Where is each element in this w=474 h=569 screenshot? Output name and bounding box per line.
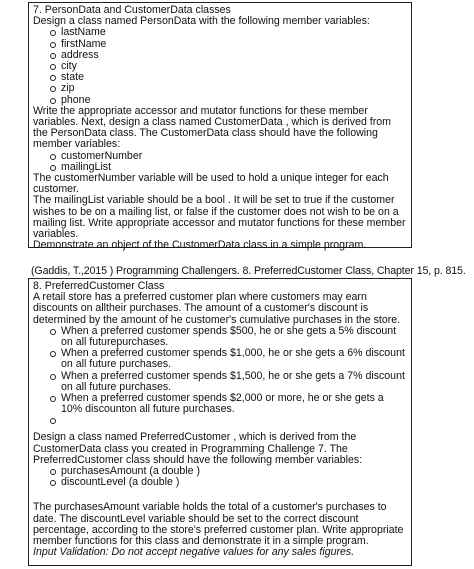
list-item: firstName — [61, 39, 407, 50]
person-vars-list — [33, 27, 407, 105]
list-item: state — [61, 72, 407, 83]
list-item: mailingList — [61, 162, 407, 173]
challenge-7-para-4: Demonstrate an object of the CustomerData class in a simple program. — [33, 239, 367, 252]
challenge-7-box — [28, 2, 412, 252]
challenge-7-heading: 7. PersonData and CustomerData classes — [33, 4, 231, 16]
customer-vars-list — [33, 151, 407, 173]
list-item: city — [61, 61, 407, 72]
challenge-7-intro: Design a class named PersonData with the following member variables: — [33, 15, 370, 28]
list-item: When a preferred customer spends $500, he or she gets a 5% discount on all futurepurchases. — [61, 326, 407, 348]
list-item: zip — [61, 83, 407, 94]
list-item: When a preferred customer spends $1,500, he or she gets a 7% discount on all future purchases. — [61, 371, 407, 393]
preferred-vars-list — [33, 466, 407, 488]
challenge-7-para-2: The customerNumber variable will be used to hold a unique integer for each customer. — [33, 172, 389, 196]
list-item: When a preferred customer spends $2,000 or more, he or she gets a 10% discounton all future purchases. — [61, 393, 407, 415]
list-item: When a preferred customer spends $1,000, he or she gets a 6% discount on all future purchases. — [61, 348, 407, 370]
list-item: customerNumber — [61, 151, 407, 162]
list-item: address — [61, 50, 407, 61]
list-item: phone — [61, 95, 407, 106]
challenge-8-para-2: The purchasesAmount variable holds the total of a customer's purchases to date. The discountLevel variable should be set to the correct discount percentage, according to the store's preferred customer plan. Write appropriate member functions for this class and demonstrate it in a simple program. — [33, 501, 404, 548]
list-item: lastName — [61, 27, 407, 38]
challenge-7-para-1: Write the appropriate accessor and mutator functions for these member variables. Next, design a class named CustomerData , which is derived from the PersonData class. The CustomerData class should have the following member variables: — [33, 104, 391, 151]
challenge-7-para-3: The mailingList variable should be a bool . It will be set to true if the customer wishes to be on a mailing list, or false if the customer does not wish to be on a mailing list. Write appropriate accessor and mutator functions for these member variables. — [33, 194, 406, 241]
citation: (Gaddis, T.,2015 ) Programming Challengers. 8. PreferredCustomer Class, Chapter 15, p. 815. — [31, 265, 466, 277]
list-item: purchasesAmount (a double ) — [61, 466, 407, 477]
discount-list — [33, 326, 407, 427]
list-item: discountLevel (a double ) — [61, 477, 407, 488]
list-item — [61, 415, 407, 426]
challenge-8-para-1: Design a class named PreferredCustomer , which is derived from the CustomerData class you created in Programming Challenge 7. The PreferredCustomer class should have the following member variables: — [33, 431, 363, 466]
input-validation-note: Input Validation: Do not accept negative values for any sales figures. — [33, 546, 355, 559]
challenge-8-intro: A retail store has a preferred customer plan where customers may earn discounts on alltheir purchases. The amount of a customer's discount is determined by the amount of he customer's cumulative purchases in the store. — [33, 291, 401, 326]
challenge-8-heading: 8. PreferredCustomer Class — [33, 280, 165, 292]
challenge-8-box — [28, 278, 412, 566]
